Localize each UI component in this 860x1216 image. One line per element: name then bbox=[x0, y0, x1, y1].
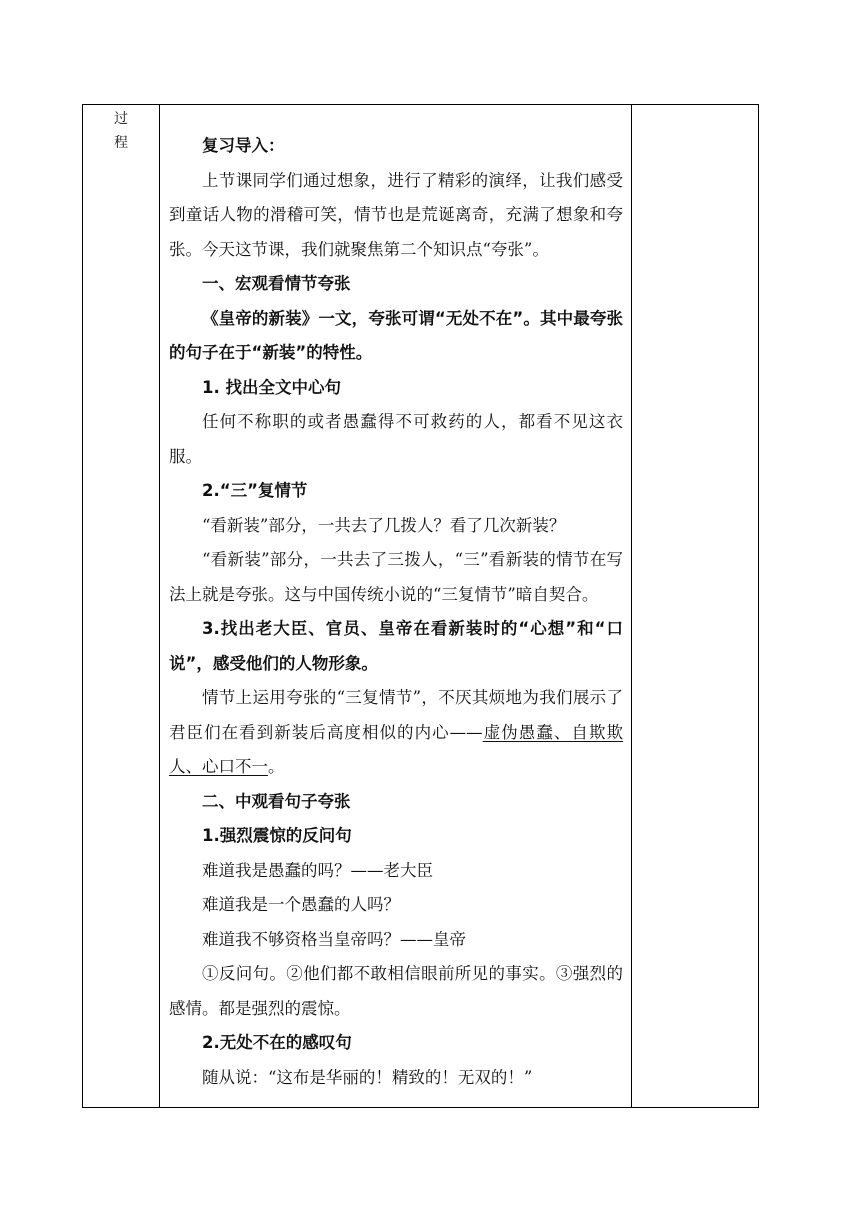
paragraph bbox=[169, 267, 623, 302]
paragraph bbox=[169, 888, 623, 923]
paragraph-text: “看新装”部分，一共去了几拨人？看了几次新装？ bbox=[202, 515, 566, 535]
paragraph-text: ①反问句。②他们都不敢相信眼前所见的事实。③强烈的感情。都是强烈的震惊。 bbox=[169, 964, 623, 1018]
paragraph-text: 情节上运用夸张的“三复情节”，不厌其烦地为我们展示了君臣们在看到新装后高度相似的内心—— bbox=[169, 688, 623, 742]
paragraph-text: 难道我是愚蠢的吗？——老大臣 bbox=[202, 860, 433, 880]
content-cell bbox=[160, 105, 632, 1108]
paragraph bbox=[169, 164, 623, 268]
paragraph bbox=[169, 923, 623, 958]
paragraph-tail: 。 bbox=[268, 757, 285, 776]
paragraph-text: 随从说：“这布是华丽的！精致的！无双的！” bbox=[202, 1067, 533, 1087]
table-row bbox=[83, 105, 759, 1108]
paragraph-text: 难道我是一个愚蠢的人吗？ bbox=[202, 895, 400, 914]
paragraph-text: 2.无处不在的感叹句 bbox=[202, 1033, 352, 1052]
paragraph-text: 任何不称职的或者愚蠢得不可救药的人，都看不见这衣服。 bbox=[169, 412, 623, 466]
paragraph bbox=[169, 129, 623, 164]
paragraph bbox=[169, 302, 623, 371]
paragraph bbox=[169, 957, 623, 1026]
notes-cell bbox=[632, 105, 759, 1108]
paragraph bbox=[169, 681, 623, 785]
paragraph-text: “看新装”部分，一共去了三拨人，“三”看新装的情节在写法上就是夸张。这与中国传统小说的“三复情节”暗自契合。 bbox=[169, 550, 623, 604]
lesson-content bbox=[160, 105, 631, 1095]
paragraph-text: 复习导入： bbox=[202, 136, 285, 155]
paragraph-text: 3.找出老大臣、官员、皇帝在看新装时的“心想”和“口说”，感受他们的人物形象。 bbox=[169, 619, 623, 673]
paragraph bbox=[169, 509, 623, 544]
paragraph-text: 一、宏观看情节夸张 bbox=[202, 274, 351, 293]
paragraph-text: 难道我不够资格当皇帝吗？——皇帝 bbox=[202, 929, 466, 949]
paragraph bbox=[169, 819, 623, 854]
paragraph-text: 《皇帝的新装》一文，夸张可谓“无处不在”。其中最夸张的句子在于“新装”的特性。 bbox=[169, 308, 623, 362]
paragraph-text: 2.“三”复情节 bbox=[202, 481, 308, 500]
paragraph-text: 上节课同学们通过想象，进行了精彩的演绎，让我们感受到童话人物的滑稽可笑，情节也是荒诞离奇，充满了想象和夸张。今天这节课，我们就聚焦第二个知识点“夸张”。 bbox=[169, 170, 623, 259]
paragraph bbox=[169, 371, 623, 406]
paragraph bbox=[169, 854, 623, 889]
paragraph bbox=[169, 612, 623, 681]
underlined-phrase: 虚伪愚蠢、自欺欺人、心口不一 bbox=[169, 722, 624, 776]
paragraph-text: 二、中观看句子夸张 bbox=[202, 791, 351, 811]
paragraph-text: 1.强烈震惊的反问句 bbox=[202, 826, 352, 845]
paragraph-text: 1. 找出全文中心句 bbox=[202, 377, 341, 397]
paragraph bbox=[169, 1026, 623, 1061]
paragraph bbox=[169, 785, 623, 820]
label-cell bbox=[83, 105, 160, 1108]
paragraph bbox=[169, 543, 623, 612]
paragraph bbox=[169, 405, 623, 474]
row-label: 过程 bbox=[114, 111, 128, 151]
paragraph bbox=[169, 474, 623, 509]
paragraph bbox=[169, 1061, 623, 1096]
lesson-plan-table bbox=[82, 104, 759, 1108]
